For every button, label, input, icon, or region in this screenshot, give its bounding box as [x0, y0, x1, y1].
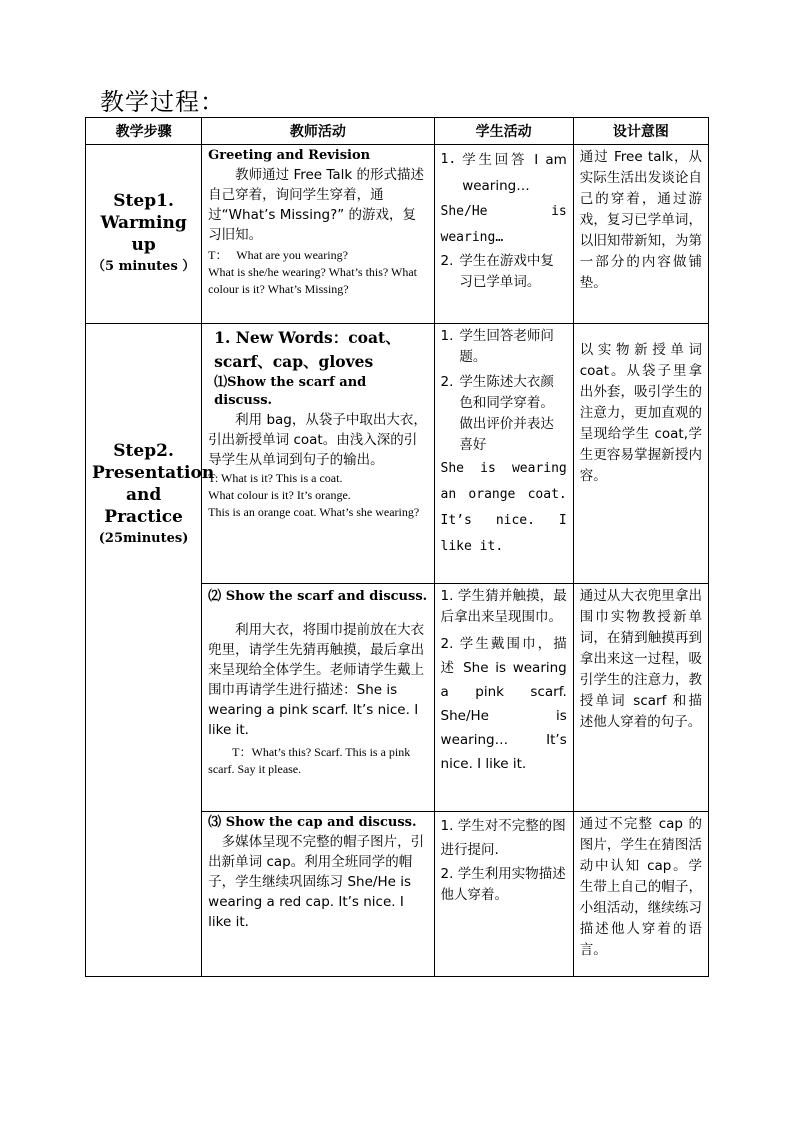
step2-name-1: Step2.	[113, 441, 174, 461]
step1-intent: 通过 Free talk，从实际生活出发谈论自己的穿着，通过游戏，复习已学单词，以旧知带新知，为第一部分的内容做铺垫。	[573, 145, 708, 324]
step1-student-item-1	[441, 147, 567, 199]
step2-r2-subheading: ⑵ Show the scarf and discuss.	[208, 589, 428, 604]
page-title: 教学过程：	[100, 88, 225, 116]
step2-r3-para: 多媒体呈现不完整的帽子图片，引出新单词 cap。利用全班同学的帽子，学生继续巩固练习 She/He is wearing a red cap. It’s nice. I like it.	[208, 834, 425, 930]
step2-r1-student-text-2: 学生陈述大衣颜色和同学穿着。做出评价并表达喜好	[459, 374, 554, 453]
step2-r1-para: 利用 bag，从袋子中取出大衣，引出新授单词 coat。由浅入深的引导学生从单词到句子的输出。	[208, 412, 427, 468]
item-number: 1.	[440, 152, 457, 167]
lesson-plan-table	[85, 117, 709, 977]
step2-r1-dialog-3: This is an orange coat. What’s she wearing?	[208, 505, 420, 519]
step2-r2-student	[434, 584, 573, 812]
step2-r1-student-text-1: 学生回答老师问题。	[459, 328, 554, 365]
step2-r2-student-text-2: 2. 学生戴围巾，描 述 She is wearing a pink scarf. She/He is wearing… It’s nice. I like it.	[440, 636, 567, 772]
step2-r2-para: 利用大衣，将围巾提前放在大衣兜里，请学生先猜再触摸，最后拿出来呈现给全体学生。老师请学生戴上围巾再请学生进行描述：She is wearing a pink scarf. It’s nice. I like it.	[208, 622, 425, 738]
step1-student-item-2	[441, 251, 567, 293]
table-row-step1	[86, 145, 709, 324]
step1-teacher-heading: Greeting and Revision	[208, 148, 371, 163]
step2-r2-intent: 通过从大衣兜里拿出围巾实物教授新单词，在猜到触摸再到拿出来这一过程，吸引学生的注意力，教授单词 scarf 和描述他人穿着的句子。	[573, 584, 708, 812]
step1-student-text-2: 学生在游戏中复习已学单词。	[459, 253, 554, 290]
item-number: 1.	[440, 328, 454, 344]
step2-r1-student-text-3: She is wearing an orange coat. It’s nice. I like it.	[440, 461, 567, 554]
step2-r3-student-text-1: 1. 学生对不完整的图进行提问.	[440, 818, 566, 858]
step1-teacher-dialog-2: What is she/he wearing? What’s this? What colour is it? What’s Missing?	[208, 265, 417, 296]
step2-r3-subheading: ⑶ Show the cap and discuss.	[208, 815, 417, 830]
step2-r1-student-item-1	[441, 326, 567, 368]
step2-r1-student-item-2	[441, 372, 567, 456]
step1-teacher	[202, 145, 434, 324]
step1-student-text-1b: She/He is wearing…	[440, 204, 575, 245]
step2-r1-subheading: ⑴Show the scarf and discuss.	[214, 375, 367, 408]
step2-name-2: Presentation	[92, 463, 215, 483]
step1-label	[86, 145, 202, 324]
step2-label	[86, 324, 215, 977]
step1-student-text-1: 学生回答 I am wearing…	[462, 152, 567, 194]
step2-time: (25minutes)	[98, 531, 189, 546]
step2-name-4: Practice	[104, 507, 183, 527]
step2-r1-teacher	[202, 324, 434, 584]
table-header-row	[86, 118, 709, 145]
header-student: 学生活动	[434, 118, 573, 145]
step1-time: （5 minutes ）	[92, 259, 196, 274]
step1-teacher-para: 教师通过 Free Talk 的形式描述自己穿着，询问学生穿着，通过“What’s Missing?” 的游戏，复习旧知。	[208, 167, 425, 243]
step2-r2-student-text-1: 1. 学生猜并触摸，最后拿出来呈现围巾。	[440, 588, 567, 625]
header-step: 教学步骤	[86, 118, 202, 145]
step2-r1-intent: 以实物新授单词 coat。从袋子里拿出外套，吸引学生的注意力，更加直观的呈现给学生 coat,学生更容易掌握新授内容。	[573, 324, 708, 584]
table-row-step2-1	[86, 324, 709, 584]
step2-name-3: and	[125, 485, 162, 505]
step2-r3-student-text-2: 2. 学生利用实物描述他人穿着。	[440, 866, 566, 903]
step1-name-2: Warming	[100, 213, 187, 233]
item-number: 2.	[440, 374, 454, 390]
step2-r2-dialog: T：What’s this? Scarf. This is a pink scarf. Say it please.	[208, 745, 411, 776]
header-intent: 设计意图	[573, 118, 708, 145]
header-teacher: 教师活动	[202, 118, 434, 145]
step2-r1-dialog-2: What colour is it? It’s orange.	[208, 488, 351, 502]
step2-r1-student	[434, 324, 573, 584]
step2-r3-student	[434, 812, 573, 977]
step1-student	[434, 145, 573, 324]
step1-teacher-dialog-1: T： What are you wearing?	[208, 248, 348, 262]
step2-r3-teacher	[202, 812, 434, 977]
step1-name-1: Step1.	[113, 191, 174, 211]
step2-r3-intent: 通过不完整 cap 的图片，学生在猜图活动中认知 cap。学生带上自己的帽子，小组活动，继续练习描述他人穿着的语言。	[573, 812, 708, 977]
step2-r2-teacher	[202, 584, 434, 812]
step2-r1-dialog-1: T: What is it? This is a coat.	[208, 471, 343, 485]
step1-name-3: up	[131, 235, 156, 255]
new-words-heading: 1. New Words：coat、scarf、cap、gloves	[214, 328, 401, 371]
item-number: 2.	[440, 253, 454, 269]
